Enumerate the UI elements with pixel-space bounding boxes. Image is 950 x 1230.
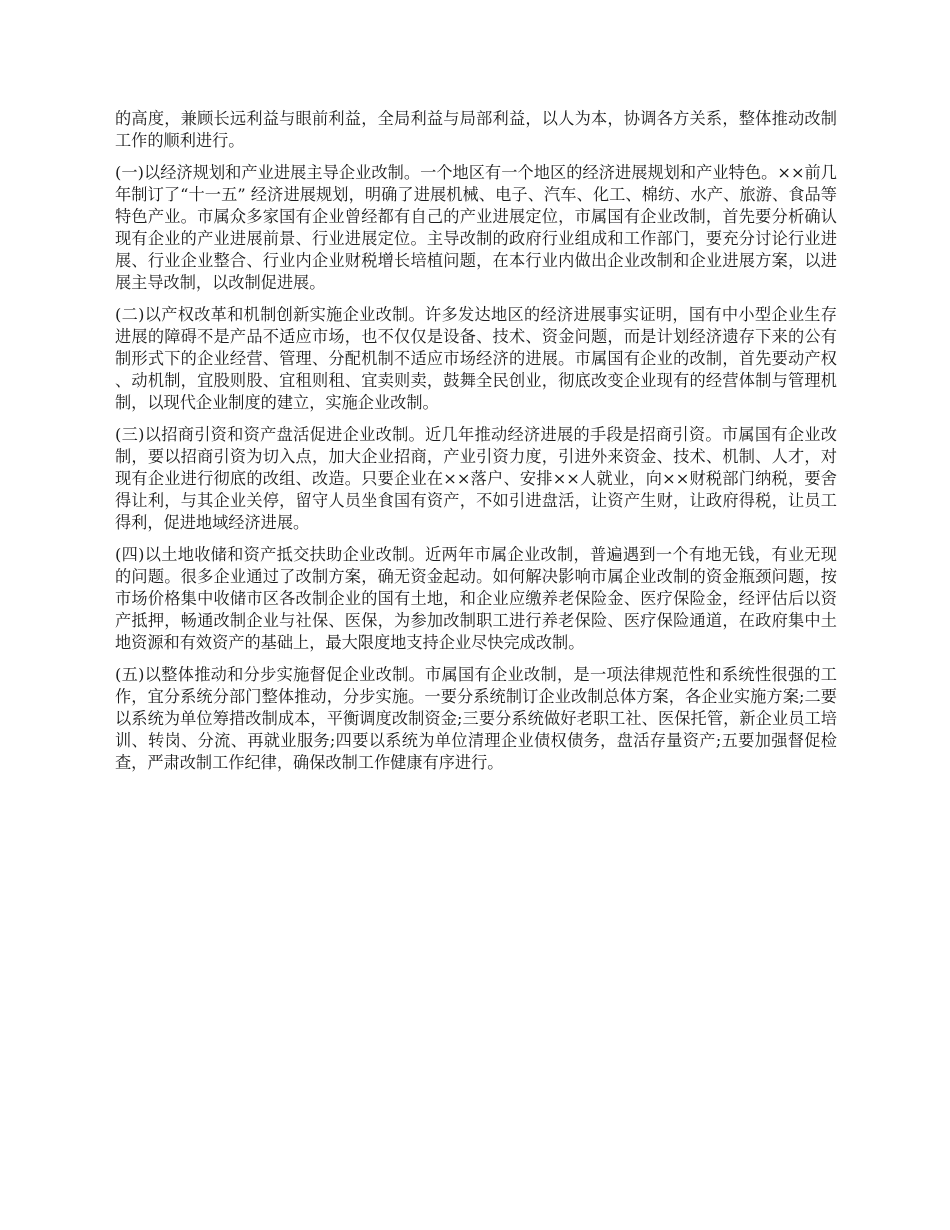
paragraph-section-3: (三)以招商引资和资产盘活促进企业改制。近几年推动经济进展的手段是招商引资。市属国有企业改制，要以招商引资为切入点，加大企业招商，产业引资力度，引进外来资金、技术、机制、人才，对现有企业进行彻底的改组、改造。只要企业在××落户、安排××人就业，向××财税部门纳税，要舍得让利，与其企业关停，留守人员坐食国有资产，不如引进盘活，让资产生财，让政府得税，让员工得利，促进地域经济进展。 xyxy=(115,425,837,532)
document-page xyxy=(115,108,837,784)
paragraph-intro: 的高度，兼顾长远利益与眼前利益，全局利益与局部利益，以人为本，协调各方关系，整体推动改制工作的顺利进行。 xyxy=(115,109,837,150)
paragraph-section-5: (五)以整体推动和分步实施督促企业改制。市属国有企业改制，是一项法律规范性和系统性很强的工作，宜分系统分部门整体推动，分步实施。一要分系统制订企业改制总体方案，各企业实施方案;二要以系统为单位筹措改制成本，平衡调度改制资金;三要分系统做好老职工社、医保托管，新企业员工培训、转岗、分流、再就业服务;四要以系统为单位清理企业债权债务，盘活存量资产;五要加强督促检查，严肃改制工作纪律，确保改制工作健康有序进行。 xyxy=(115,665,837,772)
paragraph-section-1: (一)以经济规划和产业进展主导企业改制。一个地区有一个地区的经济进展规划和产业特色。××前几年制订了“十一五” 经济进展规划，明确了进展机械、电子、汽车、化工、棉纺、水产、旅游、食品等特色产业。市属众多家国有企业曾经都有自己的产业进展定位，市属国有企业改制，首先要分析确认现有企业的产业进展前景、行业进展定位。主导改制的政府行业组成和工作部门，要充分讨论行业进展、行业企业整合、行业内企业财税增长培植问题，在本行业内做出企业改制和企业进展方案，以进展主导改制，以改制促进展。 xyxy=(115,163,837,292)
paragraph-section-2: (二)以产权改革和机制创新实施企业改制。许多发达地区的经济进展事实证明，国有中小型企业生存进展的障碍不是产品不适应市场，也不仅仅是设备、技术、资金问题，而是计划经济遗存下来的公有制形式下的企业经营、管理、分配机制不适应市场经济的进展。市属国有企业的改制，首先要动产权、动机制，宜股则股、宜租则租、宜卖则卖，鼓舞全民创业，彻底改变企业现有的经营体制与管理机制，以现代企业制度的建立，实施企业改制。 xyxy=(115,305,837,412)
paragraph-section-4: (四)以土地收储和资产抵交扶助企业改制。近两年市属企业改制，普遍遇到一个有地无钱，有业无现的问题。很多企业通过了改制方案，确无资金起动。如何解决影响市属企业改制的资金瓶颈问题，按市场价格集中收储市区各改制企业的国有土地，和企业应缴养老保险金、医疗保险金，经评估后以资产抵押，畅通改制企业与社保、医保，为参加改制职工进行养老保险、医疗保险通道，在政府集中土地资源和有效资产的基础上，最大限度地支持企业尽快完成改制。 xyxy=(115,545,837,652)
